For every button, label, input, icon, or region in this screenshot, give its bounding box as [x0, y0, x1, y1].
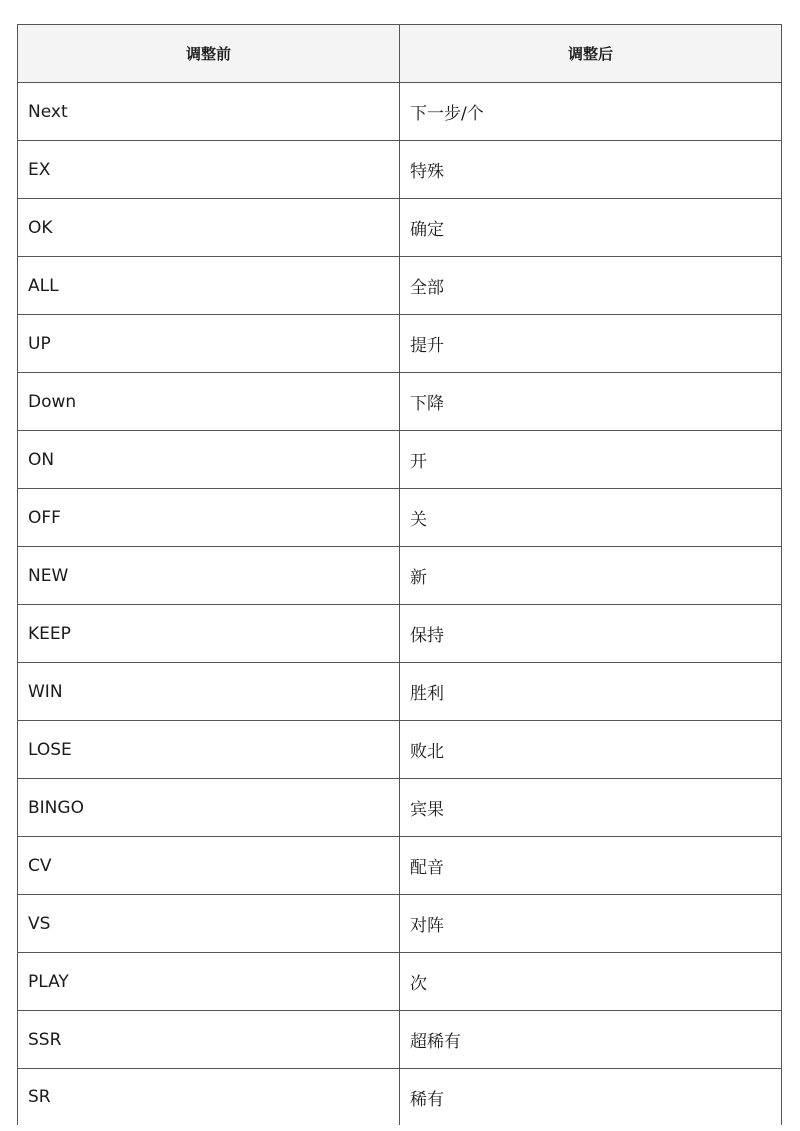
cell-after: 保持 [400, 605, 782, 663]
cell-before: Down [18, 373, 400, 431]
cell-before: EX [18, 141, 400, 199]
cell-after: 配音 [400, 837, 782, 895]
table-row [18, 837, 782, 895]
table-row [18, 489, 782, 547]
table-row [18, 605, 782, 663]
cell-before: NEW [18, 547, 400, 605]
cell-before: ON [18, 431, 400, 489]
cell-after: 下一步/个 [400, 83, 782, 141]
table-row [18, 83, 782, 141]
cell-before: VS [18, 895, 400, 953]
cell-after: 提升 [400, 315, 782, 373]
table-row [18, 315, 782, 373]
cell-after: 胜利 [400, 663, 782, 721]
cell-after: 宾果 [400, 779, 782, 837]
cell-after: 下降 [400, 373, 782, 431]
table-row [18, 547, 782, 605]
cell-after: 败北 [400, 721, 782, 779]
cell-before: OK [18, 199, 400, 257]
cell-before: CV [18, 837, 400, 895]
table-row [18, 1069, 782, 1126]
cell-after: 开 [400, 431, 782, 489]
table-row [18, 1011, 782, 1069]
term-table [17, 24, 782, 1125]
cell-before: SSR [18, 1011, 400, 1069]
table-row [18, 199, 782, 257]
table-row [18, 895, 782, 953]
header-after: 调整后 [400, 25, 782, 83]
cell-after: 稀有 [400, 1069, 782, 1126]
cell-after: 全部 [400, 257, 782, 315]
table-row [18, 721, 782, 779]
cell-before: KEEP [18, 605, 400, 663]
cell-after: 对阵 [400, 895, 782, 953]
table-row [18, 431, 782, 489]
cell-after: 特殊 [400, 141, 782, 199]
cell-before: LOSE [18, 721, 400, 779]
cell-after: 关 [400, 489, 782, 547]
table-row [18, 953, 782, 1011]
cell-before: BINGO [18, 779, 400, 837]
table-row [18, 373, 782, 431]
table-body [18, 83, 782, 1126]
table-row [18, 663, 782, 721]
cell-after: 新 [400, 547, 782, 605]
cell-before: ALL [18, 257, 400, 315]
cell-before: UP [18, 315, 400, 373]
cell-after: 确定 [400, 199, 782, 257]
cell-before: PLAY [18, 953, 400, 1011]
table-row [18, 779, 782, 837]
cell-before: SR [18, 1069, 400, 1126]
cell-after: 次 [400, 953, 782, 1011]
cell-before: OFF [18, 489, 400, 547]
cell-before: WIN [18, 663, 400, 721]
cell-before: Next [18, 83, 400, 141]
header-before: 调整前 [18, 25, 400, 83]
table-row [18, 141, 782, 199]
table-row [18, 257, 782, 315]
cell-after: 超稀有 [400, 1011, 782, 1069]
header-row [18, 25, 782, 83]
